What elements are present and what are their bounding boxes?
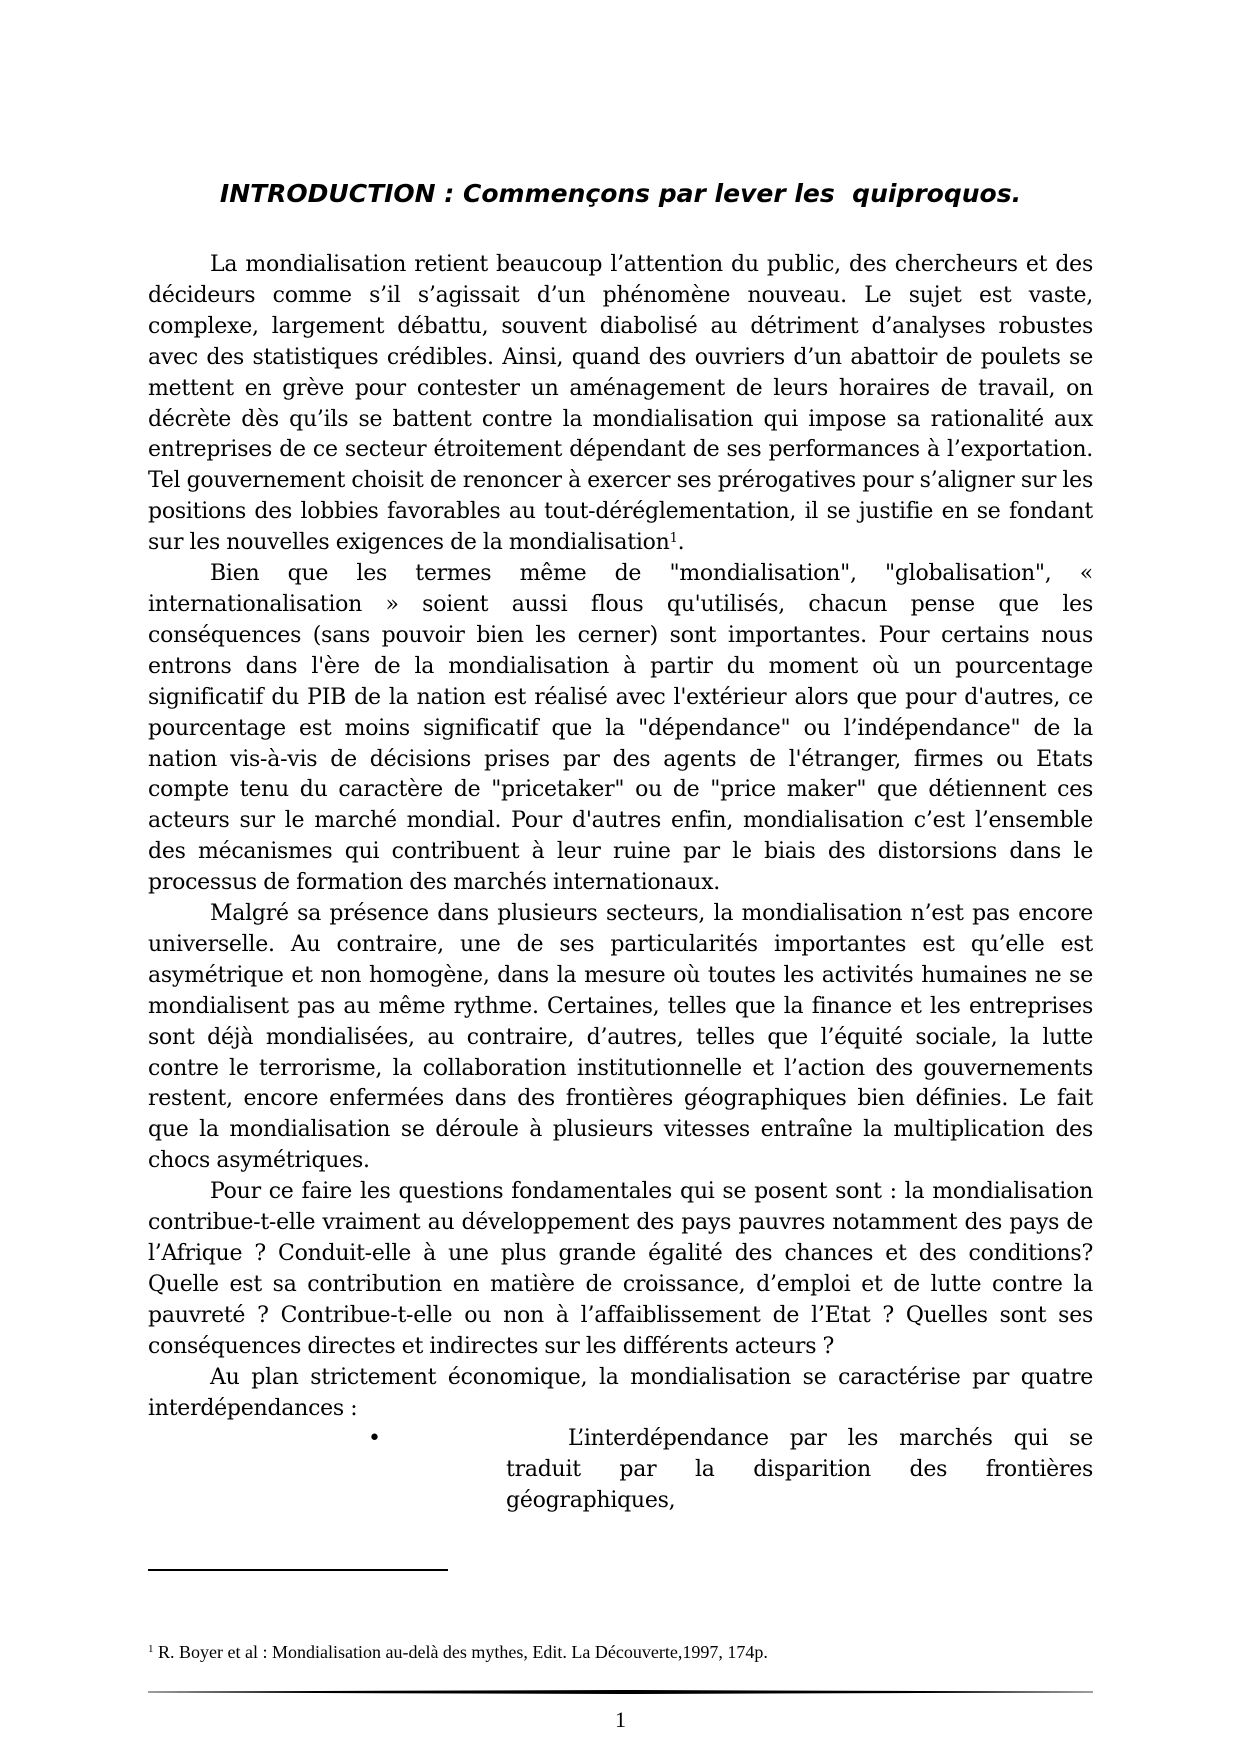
paragraph-1-end: . [677,530,685,556]
footnote-text: R. Boyer et al : Mondialisation au-delà des mythes, Edit. La Découverte,1997, 174p. [153,1642,768,1662]
footnote-marker: 1 [148,1643,154,1655]
page-number: 1 [615,1707,626,1732]
body-text [148,250,1093,1514]
footnote [148,1640,1093,1664]
bullet-text: L’interdépendance par les marchés qui se traduit par la disparition des frontières géographiques, [506,1426,1093,1514]
paragraph-1-text: La mondialisation retient beaucoup l’attention du public, des chercheurs et des décideurs comme s’il s’agissait d’un phénomène nouveau. Le sujet est vaste, complexe, largement débattu, souvent diabolisé au détriment d’analyses robustes avec des statistiques crédibles. Ainsi, quand des ouvriers d’un abattoir de poulets se mettent en grève pour contester un aménagement de leurs horaires de travail, on décrète dès qu’ils se battent contre la mondialisation qui impose sa rationalité aux entreprises de ce secteur étroitement dépendant de ses performances à l’exportation. Tel gouvernement choisit de renoncer à exercer ses prérogatives pour s’aligner sur les positions des lobbies favorables au tout-déréglementation, il se justifie en se fondant sur les nouvelles exigences de la mondialisation [148,252,1093,556]
page-title: INTRODUCTION : Commençons par lever les quiproquos. [219,179,1022,208]
paragraph-2: Bien que les termes même de "mondialisation", "globalisation", « internationalisation » soient aussi flous qu'utilisés, chacun pense que les conséquences (sans pouvoir bien les cerner) sont importantes. Pour certains nous entrons dans l'ère de la mondialisation à partir du moment où un pourcentage significatif du PIB de la nation est réalisé avec l'extérieur alors que pour d'autres, ce pourcentage est moins significatif que la "dépendance" ou l’indépendance" de la nation vis-à-vis de décisions prises par des agents de l'étranger, firmes ou Etats compte tenu du caractère de "pricetaker" ou de "price maker" que détiennent ces acteurs sur le marché mondial. Pour d'autres enfin, mondialisation c’est l’ensemble des mécanismes qui contribuent à leur ruine par le biais des distorsions dans le processus de formation des marchés internationaux. [148,561,1093,896]
paragraph-3: Malgré sa présence dans plusieurs secteurs, la mondialisation n’est pas encore universelle. Au contraire, une de ses particularités importantes est qu’elle est asymétrique et non homogène, dans la mesure où toutes les activités humaines ne se mondialisent pas au même rythme. Certaines, telles que la finance et les entreprises sont déjà mondialisées, au contraire, d’autres, telles que l’équité sociale, la lutte contre le terrorisme, la collaboration institutionnelle et l’action des gouvernements restent, encore enfermées dans des frontières géographiques bien définies. Le fait que la mondialisation se déroule à plusieurs vitesses entraîne la multiplication des chocs asymétriques. [148,901,1093,1174]
paragraph-5: Au plan strictement économique, la mondialisation se caractérise par quatre interdépendances : [148,1364,1093,1421]
page-footer-rule [148,1690,1093,1694]
paragraph-4: Pour ce faire les questions fondamentales qui se posent sont : la mondialisation contribue-t-elle vraiment au développement des pays pauvres notamment des pays de l’Afrique ? Conduit-elle à une plus grande égalité des chances et des conditions? Quelle est sa contribution en matière de croissance, d’emploi et de lutte contre la pauvreté ? Contribue-t-elle ou non à l’affaiblissement de l’Etat ? Quelles sont ses conséquences directes et indirectes sur les différents acteurs ? [148,1179,1093,1359]
footnote-reference[interactable]: 1 [669,531,678,547]
bullet-icon: • [368,1426,381,1452]
bullet-list-item [148,1424,1093,1514]
footnote-separator [148,1569,448,1571]
paragraph-1 [148,250,1093,559]
